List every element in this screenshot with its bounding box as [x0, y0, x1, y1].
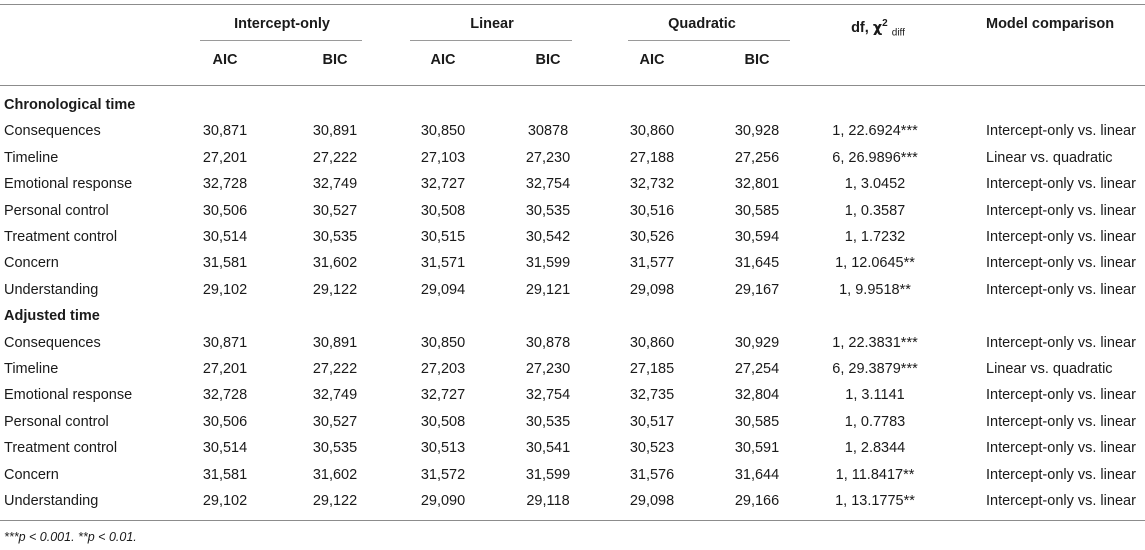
table-cell: 30,871	[202, 123, 248, 140]
table-cell: 27,185	[629, 361, 675, 377]
subheader-aic: AIC	[212, 52, 238, 68]
header-bottom-rule	[0, 85, 1145, 86]
table-cell: 29,094	[420, 281, 466, 298]
group-underline-intercept	[200, 40, 362, 41]
table-cell: 31,602	[312, 255, 358, 272]
section-title: Adjusted time	[4, 308, 100, 325]
table-top-rule	[0, 4, 1145, 5]
model-comparison-header: Model comparison	[986, 16, 1115, 32]
table-cell: 1, 1.7232	[844, 229, 906, 245]
chi-subscript: diff	[891, 27, 905, 39]
table-cell: 27,230	[525, 361, 571, 377]
table-cell: 30,591	[734, 440, 780, 457]
table-cell: 30,516	[629, 202, 675, 219]
table-cell: 27,201	[202, 149, 248, 166]
table-cell: 27,222	[312, 361, 358, 377]
group-header-intercept: Intercept-only	[234, 16, 330, 32]
table-cell: Intercept-only vs. linear	[986, 255, 1136, 272]
table-cell: 32,754	[525, 176, 571, 193]
table-cell: 31,577	[629, 255, 675, 272]
table-cell: 1, 0.7783	[844, 413, 906, 430]
table-cell: Intercept-only vs. linear	[986, 281, 1136, 298]
table-cell: Intercept-only vs. linear	[986, 493, 1136, 509]
table-cell: 31,576	[629, 466, 675, 483]
row-label: Emotional response	[4, 176, 133, 193]
table-cell: 30,535	[312, 440, 358, 457]
table-cell: 30,871	[202, 334, 248, 351]
table-cell: 27,222	[312, 149, 358, 166]
table-cell: 31,645	[734, 255, 780, 272]
table-cell: 32,754	[525, 387, 571, 404]
table-cell: 30,514	[202, 440, 248, 457]
subheader-bic: BIC	[535, 52, 561, 68]
table-cell: 29,098	[629, 281, 675, 298]
table-cell: 30,517	[629, 413, 675, 430]
table-cell: 32,749	[312, 176, 358, 193]
table-cell: 30,535	[525, 202, 571, 219]
table-cell: Intercept-only vs. linear	[986, 387, 1136, 404]
table-cell: 30,506	[202, 202, 248, 219]
table-cell: 1, 2.8344	[844, 440, 906, 457]
table-cell: 31,581	[202, 466, 248, 483]
row-label: Treatment control	[4, 229, 118, 245]
table-cell: 30,526	[629, 229, 675, 245]
table-cell: 1, 3.1141	[845, 387, 905, 404]
table-cell: 31,571	[420, 255, 466, 272]
table-cell: 29,122	[312, 281, 358, 298]
table-bottom-rule	[0, 520, 1145, 521]
section-title: Chronological time	[4, 97, 136, 113]
chi-symbol: χ	[872, 19, 883, 36]
table-cell: 27,256	[734, 149, 780, 166]
subheader-aic: AIC	[639, 52, 665, 68]
table-cell: 31,602	[312, 466, 358, 483]
table-cell: 30,860	[629, 123, 675, 140]
table-cell: 27,188	[629, 149, 675, 166]
row-label: Understanding	[4, 281, 99, 298]
table-cell: 32,727	[420, 176, 466, 193]
table-cell: 30,594	[734, 229, 780, 245]
subheader-aic: AIC	[430, 52, 456, 68]
table-cell: 29,121	[525, 281, 571, 298]
table-cell: 30,523	[629, 440, 675, 457]
row-label: Personal control	[4, 413, 109, 430]
table-cell: 27,230	[525, 149, 571, 166]
group-header-linear: Linear	[470, 16, 514, 32]
table-cell: 30,585	[734, 202, 780, 219]
table-cell: 1, 13.1775**	[835, 493, 915, 509]
table-cell: 30,508	[420, 202, 466, 219]
row-label: Understanding	[4, 493, 99, 509]
table-cell: 32,749	[312, 387, 358, 404]
table-cell: 1, 11.8417**	[835, 466, 915, 483]
table-cell: 29,102	[202, 493, 248, 509]
table-cell: 30,929	[734, 334, 780, 351]
table-cell: 29,102	[202, 281, 248, 298]
table-cell: 30,878	[525, 334, 571, 351]
chi-superscript: 2	[882, 18, 888, 29]
table-cell: Intercept-only vs. linear	[986, 202, 1136, 219]
table-cell: 29,090	[420, 493, 466, 509]
table-cell: 30,508	[420, 413, 466, 430]
table-cell: 30,891	[312, 334, 358, 351]
table-cell: Intercept-only vs. linear	[986, 413, 1136, 430]
table-cell: 29,098	[629, 493, 675, 509]
table-cell: 32,732	[629, 176, 675, 193]
table-cell: 30,585	[734, 413, 780, 430]
table-cell: 30,527	[312, 202, 358, 219]
row-label: Treatment control	[4, 440, 118, 457]
table-cell: 6, 29.3879***	[832, 361, 918, 377]
row-label: Timeline	[4, 149, 59, 166]
table-cell: 32,735	[629, 387, 675, 404]
table-footnote: ***p < 0.001. **p < 0.01.	[4, 530, 137, 544]
table-cell: 32,804	[734, 387, 780, 404]
subheader-bic: BIC	[744, 52, 770, 68]
table-cell: 30,513	[420, 440, 466, 457]
table-cell: 30,515	[420, 229, 466, 245]
table-cell: 30,928	[734, 123, 780, 140]
table-cell: 1, 0.3587	[844, 202, 906, 219]
table-cell: 27,201	[202, 361, 248, 377]
table-cell: 30,506	[202, 413, 248, 430]
row-label: Consequences	[4, 334, 101, 351]
table-cell: 27,103	[420, 149, 466, 166]
table-cell: 1, 12.0645**	[835, 255, 915, 272]
table-cell: 6, 26.9896***	[832, 149, 918, 166]
row-label: Concern	[4, 255, 59, 272]
table-cell: Intercept-only vs. linear	[986, 176, 1136, 193]
table-cell: Intercept-only vs. linear	[986, 123, 1136, 140]
table-cell: Linear vs. quadratic	[986, 361, 1113, 377]
table-cell: 31,644	[734, 466, 780, 483]
group-underline-quadratic	[628, 40, 790, 41]
row-label: Concern	[4, 466, 59, 483]
table-cell: 1, 22.6924***	[832, 123, 918, 140]
df-label: df,	[851, 19, 873, 36]
table-cell: 30,850	[420, 334, 466, 351]
table-cell: 30,850	[420, 123, 466, 140]
table-cell: 27,254	[734, 361, 780, 377]
table-cell: 30,891	[312, 123, 358, 140]
table-cell: 30878	[527, 123, 569, 140]
table-cell: 30,527	[312, 413, 358, 430]
group-header-quadratic: Quadratic	[668, 16, 736, 32]
table-cell: 31,581	[202, 255, 248, 272]
table-cell: 1, 9.9518**	[839, 281, 911, 298]
table-cell: 30,541	[525, 440, 571, 457]
row-label: Emotional response	[4, 387, 133, 404]
table-cell: Linear vs. quadratic	[986, 149, 1113, 166]
table-cell: Intercept-only vs. linear	[986, 229, 1136, 245]
chi-square-header	[851, 15, 905, 43]
table-cell: 30,535	[312, 229, 358, 245]
table-cell: Intercept-only vs. linear	[986, 466, 1136, 483]
table-cell: 29,122	[312, 493, 358, 509]
table-cell: 31,599	[525, 255, 571, 272]
table-cell: 30,542	[525, 229, 571, 245]
table-cell: 29,167	[734, 281, 780, 298]
table-cell: 30,514	[202, 229, 248, 245]
subheader-bic: BIC	[322, 52, 348, 68]
table-cell: 31,572	[420, 466, 466, 483]
table-cell: 1, 22.3831***	[832, 334, 918, 351]
table-cell: 27,203	[420, 361, 466, 377]
table-cell: Intercept-only vs. linear	[986, 440, 1136, 457]
table-cell: Intercept-only vs. linear	[986, 334, 1136, 351]
table-cell: 32,728	[202, 176, 248, 193]
row-label: Personal control	[4, 202, 109, 219]
row-label: Timeline	[4, 361, 59, 377]
table-cell: 29,118	[526, 493, 570, 509]
group-underline-linear	[410, 40, 572, 41]
table-cell: 32,801	[734, 176, 780, 193]
table-cell: 32,728	[202, 387, 248, 404]
table-cell: 29,166	[734, 493, 780, 509]
table-cell: 1, 3.0452	[844, 176, 906, 193]
row-label: Consequences	[4, 123, 101, 140]
table-cell: 30,860	[629, 334, 675, 351]
table-cell: 31,599	[525, 466, 571, 483]
table-cell: 30,535	[525, 413, 571, 430]
table-cell: 32,727	[420, 387, 466, 404]
